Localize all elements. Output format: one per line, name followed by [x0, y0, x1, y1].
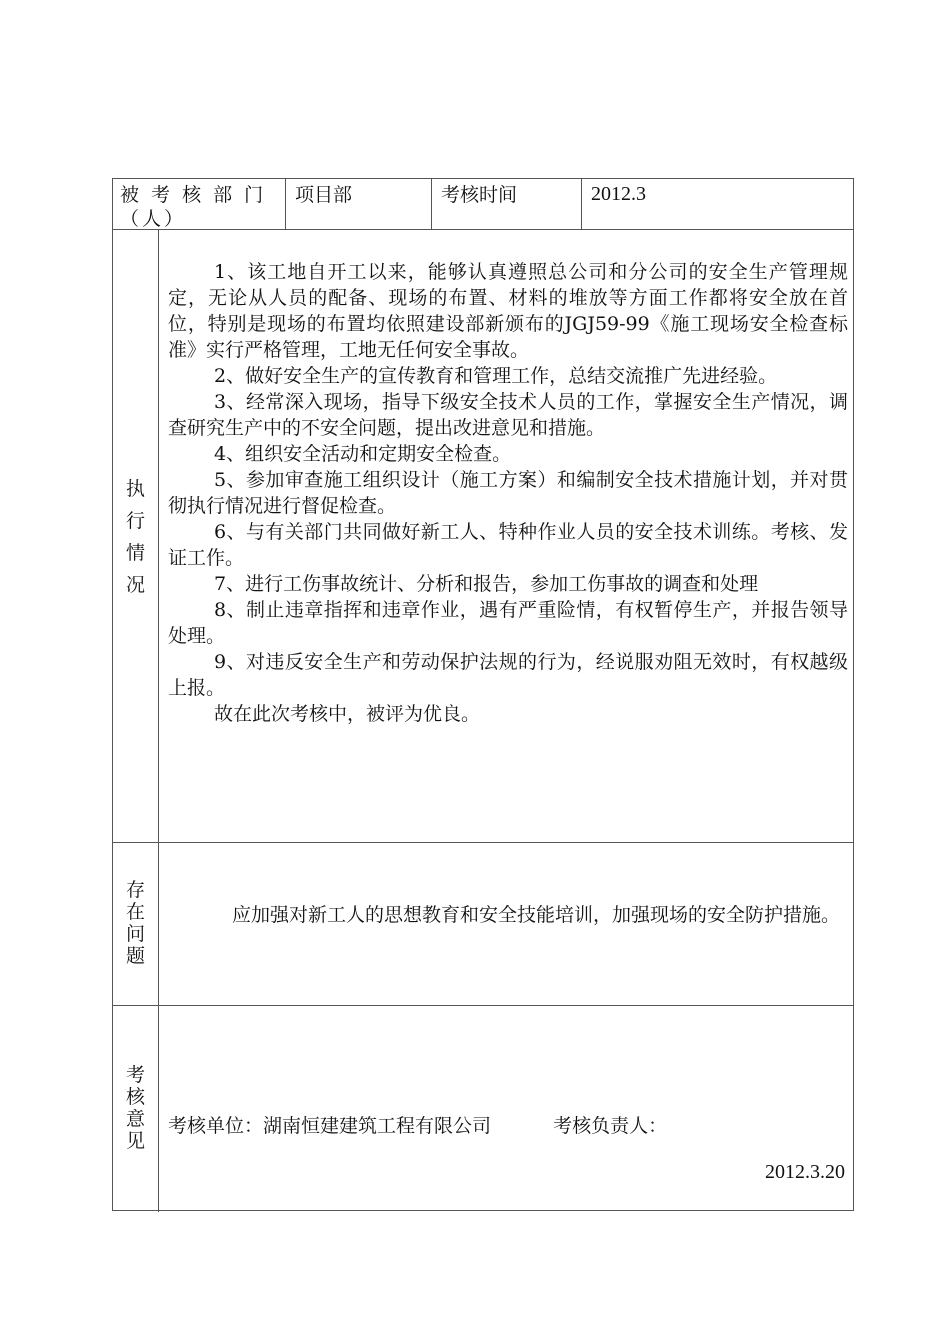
execution-body [168, 259, 848, 727]
execution-paragraph: 1、该工地自开工以来，能够认真遵照总公司和分公司的安全生产管理规定，无论从人员的配备、现场的布置、材料的堆放等方面工作都将安全放在首位，特别是现场的布置均依照建设部新颁布的JGJ59-99《施工现场安全检查标准》实行严格管理，工地无任何安全事故。 [168, 261, 848, 361]
row-divider [113, 842, 853, 843]
assessment-responsible: 考核负责人： [553, 1115, 668, 1137]
assessment-date: 2012.3.20 [765, 1161, 845, 1183]
dept-value: 项目部 [295, 184, 353, 206]
execution-paragraph: 6、与有关部门共同做好新工人、特种作业人员的安全技术训练。考核、发证工作。 [168, 521, 848, 569]
execution-paragraph: 5、参加审查施工组织设计（施工方案）和编制安全技术措施计划，并对贯彻执行情况进行督促检查。 [168, 469, 848, 517]
execution-paragraph: 7、进行工伤事故统计、分析和报告，参加工伤事故的调查和处理 [214, 573, 759, 595]
time-label: 考核时间 [441, 184, 518, 206]
column-divider [581, 179, 582, 229]
opinion-label-char: 见 [125, 1130, 145, 1152]
column-divider [431, 179, 432, 229]
assessment-table [112, 178, 854, 1211]
opinion-label-char: 意 [125, 1108, 145, 1130]
column-divider [285, 179, 286, 229]
opinion-label-char: 考 [125, 1064, 145, 1086]
dept-label: 被 考 核 部 门（人） [120, 184, 267, 230]
execution-paragraph: 4、组织安全活动和定期安全检查。 [214, 443, 512, 465]
assessment-unit: 考核单位：湖南恒建建筑工程有限公司 [168, 1115, 492, 1137]
issues-label-char: 题 [125, 945, 145, 967]
opinion-label [113, 1064, 158, 1152]
execution-paragraph: 故在此次考核中，被评为优良。 [214, 703, 481, 725]
execution-paragraph: 2、做好安全生产的宣传教育和管理工作，总结交流推广先进经验。 [214, 365, 778, 387]
issues-text: 应加强对新工人的思想教育和安全技能培训，加强现场的安全防护措施。 [232, 904, 841, 926]
execution-label-char: 执 [125, 478, 145, 500]
issues-label-char: 在 [125, 901, 145, 923]
execution-paragraph: 9、对违反安全生产和劳动保护法规的行为，经说服劝阻无效时，有权越级上报。 [168, 651, 848, 699]
signature-line [168, 1111, 667, 1138]
issues-label-char: 存 [125, 879, 145, 901]
execution-label-char: 情 [125, 542, 145, 564]
execution-label [113, 477, 158, 597]
column-divider [158, 229, 159, 1212]
opinion-label-char: 核 [125, 1086, 145, 1108]
execution-paragraph: 8、制止违章指挥和违章作业，遇有严重险情，有权暂停生产，并报告领导处理。 [168, 599, 848, 647]
time-value: 2012.3 [591, 183, 646, 205]
issues-label [113, 879, 158, 967]
execution-label-char: 行 [125, 510, 145, 532]
row-divider [113, 1005, 853, 1006]
issues-label-char: 问 [125, 923, 145, 945]
execution-label-char: 况 [125, 574, 145, 596]
execution-paragraph: 3、经常深入现场，指导下级安全技术人员的工作，掌握安全生产情况，调查研究生产中的不安全问题，提出改进意见和措施。 [168, 391, 848, 439]
issues-body [168, 901, 848, 929]
